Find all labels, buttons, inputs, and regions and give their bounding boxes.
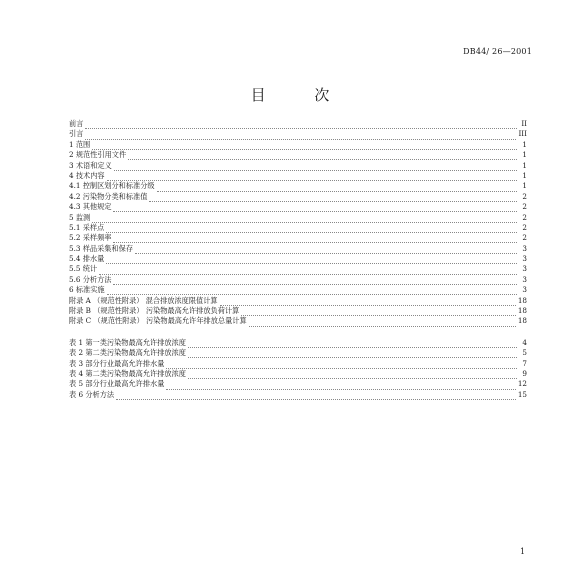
toc-dot-leader xyxy=(107,287,517,295)
page-title: 目 次 xyxy=(250,86,352,104)
toc-entry-label: 引言 xyxy=(69,129,84,139)
toc-entry-page: 1 xyxy=(522,181,527,191)
toc-divider-space xyxy=(69,327,527,338)
toc-dot-leader xyxy=(157,184,517,192)
toc-entry-page: 3 xyxy=(522,264,527,274)
toc-entry-page: 5 xyxy=(522,348,527,358)
toc-entry[interactable] xyxy=(69,359,527,369)
toc-entry-label: 5.2 采样频率 xyxy=(69,233,112,243)
toc-entry-page: III xyxy=(518,129,527,139)
toc-entry-page: 18 xyxy=(517,295,527,305)
toc-entry-label: 表 2 第二类污染物最高允许排放浓度 xyxy=(69,348,186,358)
toc-entry-page: 18 xyxy=(517,306,527,316)
toc-dot-leader xyxy=(188,340,517,348)
toc-dot-leader xyxy=(113,235,517,243)
toc-sections xyxy=(69,119,527,327)
toc-dot-leader xyxy=(166,361,517,369)
toc-entry-page: 2 xyxy=(522,212,527,222)
toc-dot-leader xyxy=(116,392,516,400)
toc-entry-label: 5.1 采样点 xyxy=(69,222,105,232)
toc-entry[interactable] xyxy=(69,223,527,233)
toc-entry-page: 12 xyxy=(517,379,527,389)
toc-entry-label: 前言 xyxy=(69,119,84,128)
toc-entry-page: 2 xyxy=(522,202,527,212)
toc-dot-leader xyxy=(99,267,517,275)
toc-entry-page: 2 xyxy=(522,191,527,201)
toc-entry[interactable] xyxy=(69,254,527,264)
toc-dot-leader xyxy=(220,298,516,306)
toc-entry-page: 1 xyxy=(522,170,527,180)
toc-entry-label: 表 6 分析方法 xyxy=(69,389,115,399)
toc-entry[interactable] xyxy=(69,129,527,139)
toc-entry[interactable] xyxy=(69,161,527,171)
toc-entry[interactable] xyxy=(69,140,527,150)
toc-entry[interactable] xyxy=(69,306,527,316)
toc-entry-label: 附录 A （规范性附录） 混合排放浓度限值计算 xyxy=(69,295,218,305)
toc-entry[interactable] xyxy=(69,192,527,202)
toc-entry-page: 1 xyxy=(522,139,527,149)
toc-entry-page: 2 xyxy=(522,222,527,232)
toc-entry-page: 9 xyxy=(522,368,527,378)
toc-entry[interactable] xyxy=(69,150,527,160)
toc-entry-label: 4.1 控制区划分和标准分级 xyxy=(69,181,155,191)
toc-entry-label: 5.4 排水量 xyxy=(69,254,105,264)
toc-dot-leader xyxy=(92,142,517,150)
toc-entry-label: 5.3 样品采集和保存 xyxy=(69,243,134,253)
toc-dot-leader xyxy=(188,350,517,358)
toc-entry-label: 表 1 第一类污染物最高允许排放浓度 xyxy=(69,337,186,347)
toc-entry[interactable] xyxy=(69,213,527,223)
toc-entry-page: 3 xyxy=(522,285,527,295)
toc-entry-label: 表 4 第二类污染物最高允许排放浓度 xyxy=(69,368,186,378)
toc-dot-leader xyxy=(106,225,517,233)
toc-entry-page: 7 xyxy=(522,358,527,368)
toc-entry[interactable] xyxy=(69,338,527,348)
toc-entry[interactable] xyxy=(69,181,527,191)
toc-entry-label: 表 3 部分行业最高允许排水量 xyxy=(69,358,165,368)
toc-dot-leader xyxy=(149,194,517,202)
toc-entry-label: 4.2 污染物分类和标准值 xyxy=(69,191,148,201)
toc-entry[interactable] xyxy=(69,244,527,254)
toc-dot-leader xyxy=(241,308,516,316)
standard-code: DB44/ 26—2001 xyxy=(463,47,532,56)
toc-entry[interactable] xyxy=(69,296,527,306)
toc-entry[interactable] xyxy=(69,233,527,243)
toc-entry[interactable] xyxy=(69,119,527,129)
toc-entry[interactable] xyxy=(69,369,527,379)
toc-dot-leader xyxy=(85,132,516,140)
toc-entry-page: 15 xyxy=(517,389,527,399)
toc-entry-label: 4 技术内容 xyxy=(69,170,105,180)
toc-entry-label: 5.6 分析方法 xyxy=(69,274,112,284)
toc-entry[interactable] xyxy=(69,390,527,400)
toc-dot-leader xyxy=(113,204,517,212)
toc-entry-page: 18 xyxy=(517,316,527,326)
toc-entry-label: 表 5 部分行业最高允许排水量 xyxy=(69,379,165,389)
toc-entry-label: 5.5 统计 xyxy=(69,264,98,274)
toc-entry-label: 3 术语和定义 xyxy=(69,160,112,170)
toc-dot-leader xyxy=(107,173,517,181)
toc-entry[interactable] xyxy=(69,171,527,181)
toc-entry-label: 5 监测 xyxy=(69,212,91,222)
toc-entry[interactable] xyxy=(69,202,527,212)
toc-entry-page: 3 xyxy=(522,254,527,264)
toc-entry[interactable] xyxy=(69,285,527,295)
toc-dot-leader xyxy=(128,152,517,160)
toc-entry-page: 1 xyxy=(522,160,527,170)
toc-entry-label: 4.3 其他规定 xyxy=(69,202,112,212)
toc-dot-leader xyxy=(113,277,517,285)
toc-entry-label: 附录 B （规范性附录） 污染物最高允许排放负荷计算 xyxy=(69,306,240,316)
toc-entry[interactable] xyxy=(69,379,527,389)
toc-dot-leader xyxy=(114,163,517,171)
toc-entry-label: 1 范围 xyxy=(69,139,91,149)
toc-entry-page: 4 xyxy=(522,337,527,347)
toc-entry[interactable] xyxy=(69,275,527,285)
toc-entry-label: 2 规范性引用文件 xyxy=(69,150,127,160)
toc-dot-leader xyxy=(106,256,517,264)
toc-entry[interactable] xyxy=(69,316,527,326)
toc-dot-leader xyxy=(85,121,517,129)
table-of-contents xyxy=(69,119,527,400)
toc-entry-page: 3 xyxy=(522,274,527,284)
toc-entry-label: 附录 C （规范性附录） 污染物最高允许年排放总量计算 xyxy=(69,316,247,326)
toc-tables-list xyxy=(69,338,527,400)
toc-dot-leader xyxy=(166,382,515,390)
toc-dot-leader xyxy=(249,319,516,327)
toc-entry[interactable] xyxy=(69,264,527,274)
toc-entry-page: 1 xyxy=(522,150,527,160)
toc-dot-leader xyxy=(188,371,517,379)
toc-entry-label: 6 标准实施 xyxy=(69,285,105,295)
toc-dot-leader xyxy=(92,215,517,223)
toc-dot-leader xyxy=(135,246,517,254)
toc-entry[interactable] xyxy=(69,348,527,358)
toc-entry-page: II xyxy=(521,119,527,128)
toc-entry-page: 2 xyxy=(522,233,527,243)
page-number: 1 xyxy=(520,547,526,556)
toc-entry-page: 3 xyxy=(522,243,527,253)
